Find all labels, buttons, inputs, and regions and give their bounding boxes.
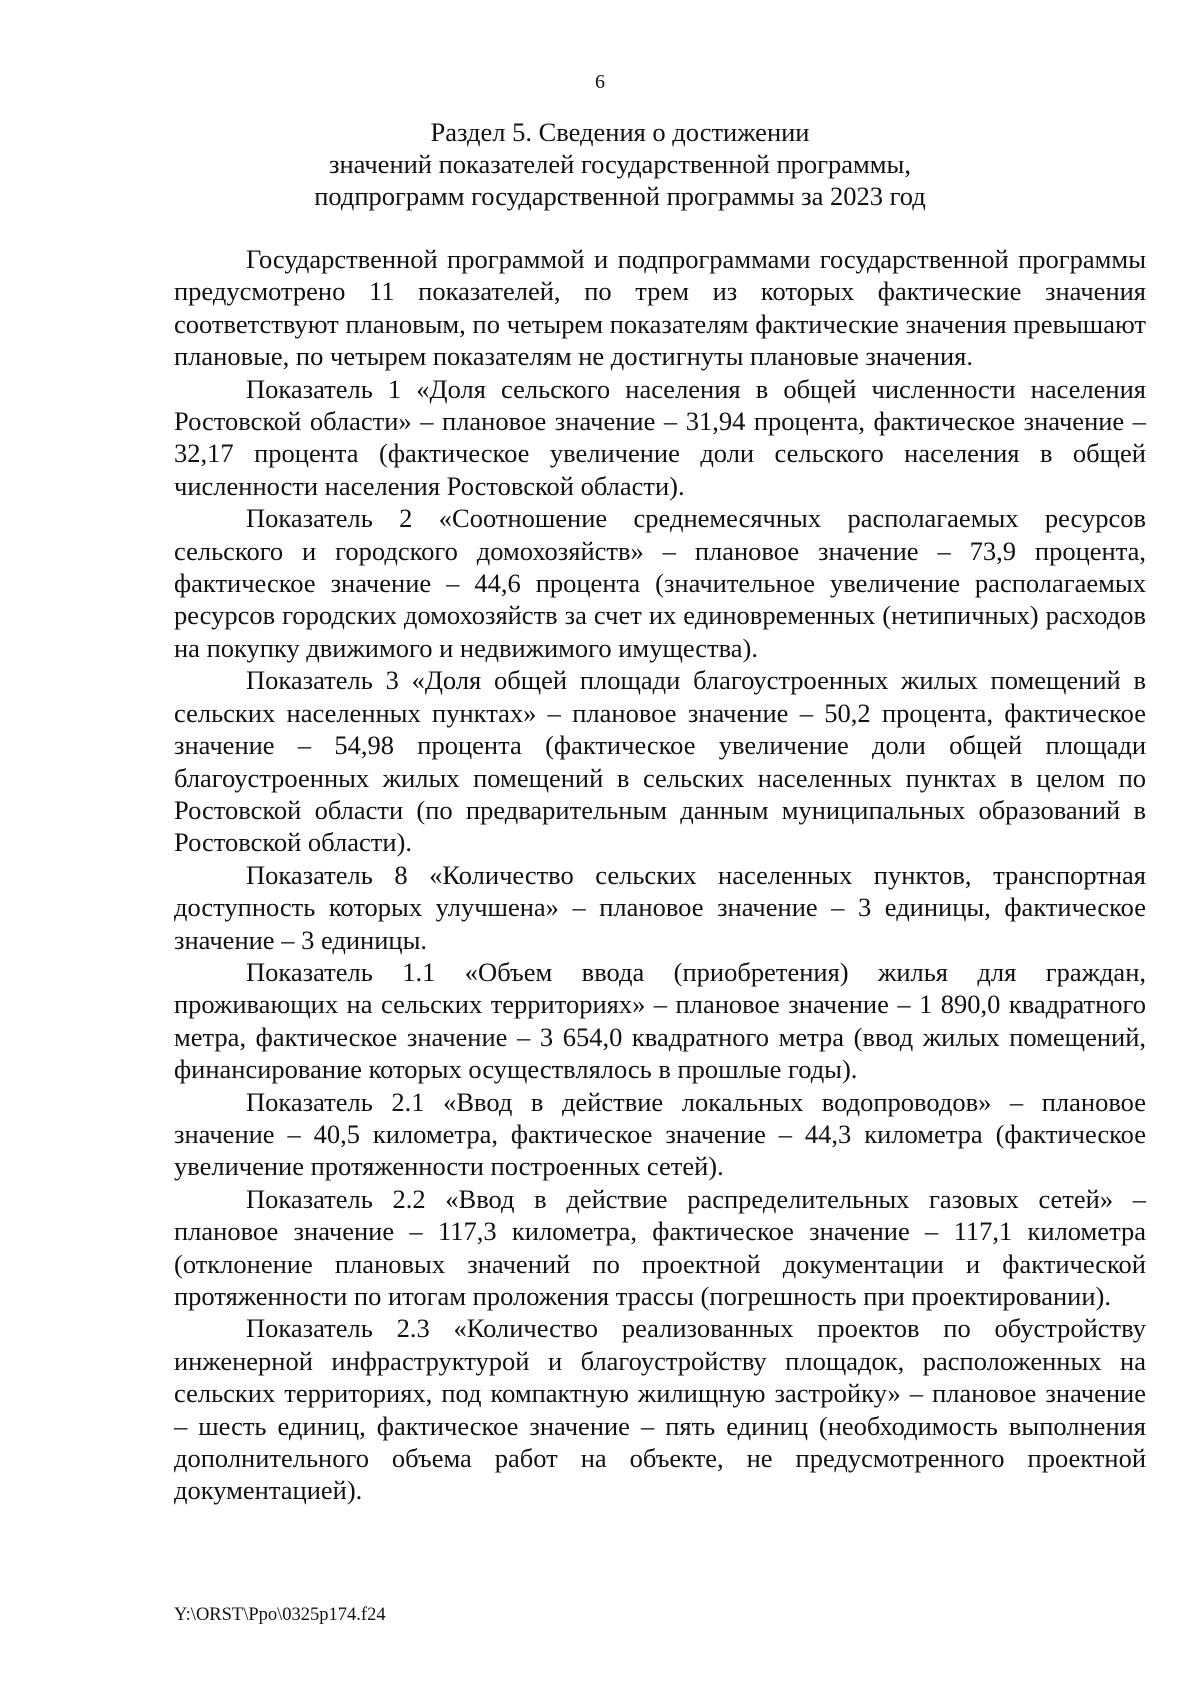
indicator-2-3-paragraph: Показатель 2.3 «Количество реализованных проектов по обустройству инженерной инфраструктурой и благоустройству площадок, расположенных на сельских территориях, под компактную жилищную застройку» – плановое значение – шесть единиц, фактическое значение – пять единиц (необходимость выполнения дополнительного объема работ на объекте, не предусмотренного проектной документацией). (174, 1313, 1146, 1506)
indicator-1-1-paragraph: Показатель 1.1 «Объем ввода (приобретения) жилья для граждан, проживающих на сельских территориях» – плановое значение – 1 890,0 квадратного метра, фактическое значение – 3 654,0 квадратного метра (ввод жилых помещений, финансирование которых осуществлялось в прошлые годы). (174, 956, 1146, 1085)
heading-line: подпрограмм государственной программы за 2023 год (314, 181, 926, 211)
indicator-8-paragraph: Показатель 8 «Количество сельских населенных пунктов, транспортная доступность которых улучшена» – плановое значение – 3 единицы, фактическое значение – 3 единицы. (174, 859, 1146, 955)
indicator-3-paragraph: Показатель 3 «Доля общей площади благоустроенных жилых помещений в сельских населенных пунктах» – плановое значение – 50,2 процента, фактическое значение – 54,98 процента (фактическое увеличение доли общей площади благоустроенных жилых помещений в сельских населенных пунктах в целом по Ростовской области (по предварительным данным муниципальных образований в Ростовской области). (174, 665, 1146, 858)
indicator-2-2-paragraph: Показатель 2.2 «Ввод в действие распределительных газовых сетей» – плановое значение – 117,3 километра, фактическое значение – 117,1 километра (отклонение плановых значений по проектной документации и фактической протяженности по итогам проложения трассы (погрешность при проектировании). (174, 1183, 1146, 1311)
document-body (174, 243, 1146, 1507)
heading-line: значений показателей государственной программы, (329, 149, 911, 179)
footer-file-path: Y:\ORST\Ppo\0325p174.f24 (174, 1605, 386, 1625)
intro-paragraph: Государственной программой и подпрограммами государственной программы предусмотрено 11 показателей, по трем из которых фактические значения соответствуют плановым, по четырем показателям фактические значения превышают плановые, по четырем показателям не достигнуты плановые значения. (174, 244, 1146, 372)
heading-line: Раздел 5. Сведения о достижении (430, 117, 810, 147)
section-heading (300, 116, 940, 212)
indicator-2-paragraph: Показатель 2 «Соотношение среднемесячных располагаемых ресурсов сельского и городского домохозяйств» – плановое значение – 73,9 процента, фактическое значение – 44,6 процента (значительное увеличение располагаемых ресурсов городских домохозяйств за счет их единовременных (нетипичных) расходов на покупку движимого и недвижимого имущества). (174, 503, 1146, 663)
indicator-2-1-paragraph: Показатель 2.1 «Ввод в действие локальных водопроводов» – плановое значение – 40,5 километра, фактическое значение – 44,3 километра (фактическое увеличение протяженности построенных сетей). (174, 1086, 1146, 1182)
indicator-1-paragraph: Показатель 1 «Доля сельского населения в общей численности населения Ростовской области» – плановое значение – 31,94 процента, фактическое значение – 32,17 процента (фактическое увеличение доли сельского населения в общей численности населения Ростовской области). (174, 373, 1146, 501)
page-number: 6 (595, 71, 605, 93)
